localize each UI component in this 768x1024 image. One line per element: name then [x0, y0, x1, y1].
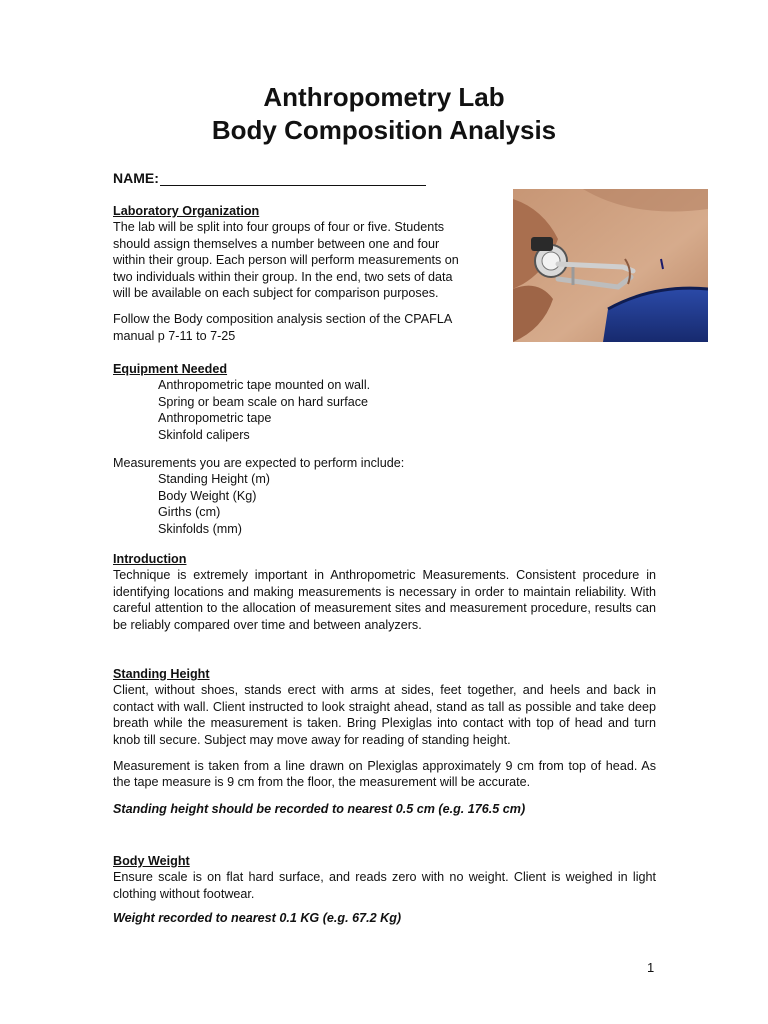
measurement-item: Skinfolds (mm) [158, 521, 242, 536]
lab-organization-heading: Laboratory Organization [113, 204, 260, 218]
name-field-row [113, 170, 426, 186]
equipment-item: Anthropometric tape [158, 411, 272, 426]
equipment-item: Anthropometric tape mounted on wall. [158, 378, 371, 393]
measurement-item: Girths (cm) [158, 505, 221, 520]
name-blank-line[interactable] [160, 170, 426, 186]
lab-organization-line: should assign themselves a number between one and four [113, 236, 440, 251]
introduction-heading: Introduction [113, 552, 187, 566]
page-number: 1 [647, 960, 655, 975]
lab-organization-line: will be available on each subject for comparison purposes. [113, 286, 439, 301]
equipment-section [113, 361, 656, 443]
lab-organization-line: The lab will be split into four groups of four or five. Students [113, 220, 445, 235]
body-weight-text: Ensure scale is on flat hard surface, and reads zero with no weight. Client is weighed in light clothing without footwear. [113, 870, 656, 901]
measurement-item: Standing Height (m) [158, 472, 270, 487]
lab-organization-section [113, 203, 501, 344]
name-label: NAME: [113, 170, 159, 186]
standing-height-section [113, 666, 656, 817]
follow-manual-line: manual p 7-11 to 7-25 [113, 328, 236, 343]
equipment-item: Skinfold calipers [158, 427, 250, 442]
measurements-intro: Measurements you are expected to perform include: [113, 456, 405, 470]
title-line-2: Body Composition Analysis [211, 115, 557, 145]
standing-height-heading: Standing Height [113, 667, 210, 681]
lab-organization-line: two individuals within their group. In the end, two sets of data [113, 269, 453, 284]
equipment-heading: Equipment Needed [113, 362, 228, 376]
follow-manual-line: Follow the Body composition analysis section of the CPAFLA [113, 312, 453, 327]
equipment-item: Spring or beam scale on hard surface [158, 394, 369, 409]
body-weight-note: Weight recorded to nearest 0.1 KG (e.g. 67.2 Kg) [113, 911, 402, 926]
standing-height-text: Client, without shoes, stands erect with arms at sides, feet together, and heels and back in contact with wall. Client instructed to look straight ahead, stand as tall as possible and take deep breath while the measurement is taken. Bring Plexiglas into contact with top of head and turn knob till secure. Subject may move away for reading of standing height. [113, 683, 656, 747]
measurement-item: Body Weight (Kg) [158, 488, 257, 503]
body-weight-heading: Body Weight [113, 854, 190, 868]
title-line-1: Anthropometry Lab [263, 82, 505, 112]
measurements-section [113, 455, 656, 537]
standing-height-note: Standing height should be recorded to nearest 0.5 cm (e.g. 176.5 cm) [113, 801, 526, 816]
skinfold-caliper-illustration [513, 189, 708, 342]
lab-organization-line: within their group. Each person will perform measurements on [113, 253, 459, 268]
skinfold-caliper-photo [513, 189, 708, 342]
introduction-text: Technique is extremely important in Anthropometric Measurements. Consistent procedure in identifying locations and making measurements is necessary in order to maintain reliability. With careful attention to the allocation of measurement sites and measurement procedure, results can be reliably compared over time and between analyzers. [113, 568, 656, 632]
body-weight-section [113, 853, 656, 927]
introduction-section [113, 551, 656, 633]
standing-height-measurement-text: Measurement is taken from a line drawn on Plexiglas approximately 9 cm from top of head. As the tape measure is 9 cm from the floor, the measurement will be accurate. [113, 759, 656, 790]
